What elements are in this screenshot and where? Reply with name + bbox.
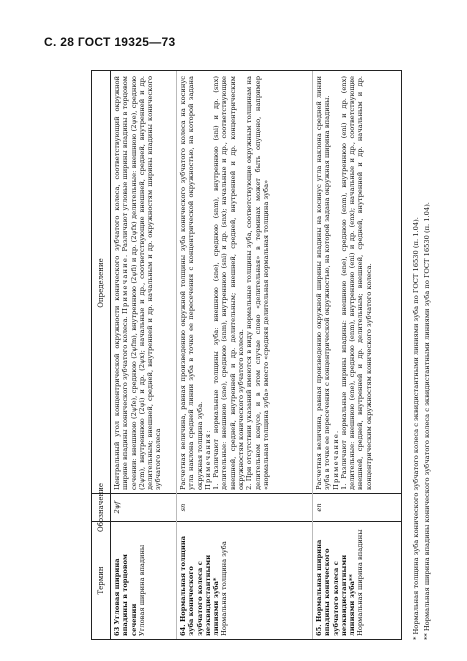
page-header: С. 28 ГОСТ 19325—73 <box>44 35 176 49</box>
definition-text: Расчетная величина, равная произведению окружной ширины впадины на косинус угла наклона средней линии зуба в точке ее пересечения с концентрической окружностью, на которой задана окружная ширина впадины. <box>315 76 332 490</box>
table-row <box>111 71 177 639</box>
note-text: 1. Различают нормальные ширины впадины: внешнюю (ene), среднюю (enm), внутреннюю (eni) и др. (enx) делительные: внешнюю (ene), среднюю (enm), внутреннюю (eni) и др. (enx); начальные и др., соответствующие внешней, средней, внутренней и др. делительным; внешней, средней, внутренней и др. начальным и др. концентрическим окружностям конического зубчатого колеса. <box>339 76 373 490</box>
symbol-cell: sn <box>177 493 312 521</box>
note-text: 1. Различают нормальные толщины зуба: внешнюю (sne), среднюю (snm), внутреннюю (sni) и др. (snx) делительные: внешнюю (sne), среднюю (snm), внутреннюю (sni) и др. (snx); начальные и др., соответствующие внешней, средней, внутренней и др. делительным; внешней, средней, внутренней и др. концентрическим окружностям конического зубчатого колеса. <box>212 76 246 490</box>
definition-cell <box>111 73 176 493</box>
header-definition: Определение <box>97 258 105 308</box>
symbol-cell: en <box>313 493 401 521</box>
table-header <box>92 71 111 639</box>
table-row <box>313 71 401 639</box>
term-name: 65. Нормальная ширина впадины конического зубчатого колеса с неэквидистантными линиями зуба** <box>315 539 357 636</box>
rotated-table-content <box>92 71 401 639</box>
term-name: 64. Нормальная толщина зуба конического зубчатого колеса с неэквидистантными линиями зуба* <box>179 535 221 636</box>
note-label: Примечания: <box>203 429 212 490</box>
table-row <box>177 71 313 639</box>
symbol-cell: 2ψf <box>111 493 176 521</box>
note-text: Различают угловые ширины впадины в торцовом сечении: внешнюю (2ψfe), среднюю (2ψfm), внутреннюю (2ψfi) и др. (2ψfx) делительные: внешнюю (2ψe), среднюю (2ψm), внутреннюю (2ψi) и др. (2ψx); начальные и др., соответствующие внешней, средней, внутренней и др. делительным; внешней, средней, внутренней и др. начальным и др. окружностям ширины впадины конического зубчатого колеса <box>121 76 163 490</box>
footnote-2: ** Нормальная ширина впадины конического зубчатого колеса с эквидистантными линиями зуба по ГОСТ 16530 (п. 1.04). <box>423 202 431 640</box>
term-short: Нормальная ширина впадины <box>356 529 365 636</box>
definition-text: Расчетная величина, равная произведению окружной толщины зуба конического зубчатого колеса на косинус угла наклона средней линии зуба в точке ее пересечения с концентрической окружностью, на которой задана окружная толщина зуба. <box>179 76 204 490</box>
definition-cell <box>313 73 401 493</box>
footnote-1: * Нормальная толщина зуба конического зубчатого колеса с эквидистантными линиями зуба по ГОСТ 16530 (п. 1.04). <box>412 217 420 640</box>
note-text-2: 2. При отсутствии указаний имеются в виду нормальные толщины зуба, соответствующие окружным толщинам на делительном конусе, и в этом случае слово «делительная» в терминах может быть опущено, например «нормальная толщина зуба» вместо «средняя делительная нормальная толщина зуба» <box>245 76 270 490</box>
term-name: 63 Угловая ширина впадины в торцовом сечении <box>113 554 138 636</box>
header-term: Термин <box>92 521 110 639</box>
definition-text: Центральный угол концентрической окружности конического зубчатого колеса, соответствующий окружной ширине впадины конического зубчатого колеса. <box>113 76 130 490</box>
note-label: Примечание. <box>121 253 130 315</box>
definition-cell <box>177 73 312 493</box>
term-cell <box>177 521 312 639</box>
terms-table <box>91 70 402 640</box>
note-label: Примечание. <box>331 429 340 490</box>
term-cell <box>111 521 176 639</box>
term-cell <box>313 521 401 639</box>
term-short: Угловая ширина впадины <box>137 544 146 636</box>
header-symbol: Обозначение <box>92 493 110 521</box>
term-short: Нормальная толщина зуба <box>220 541 229 636</box>
